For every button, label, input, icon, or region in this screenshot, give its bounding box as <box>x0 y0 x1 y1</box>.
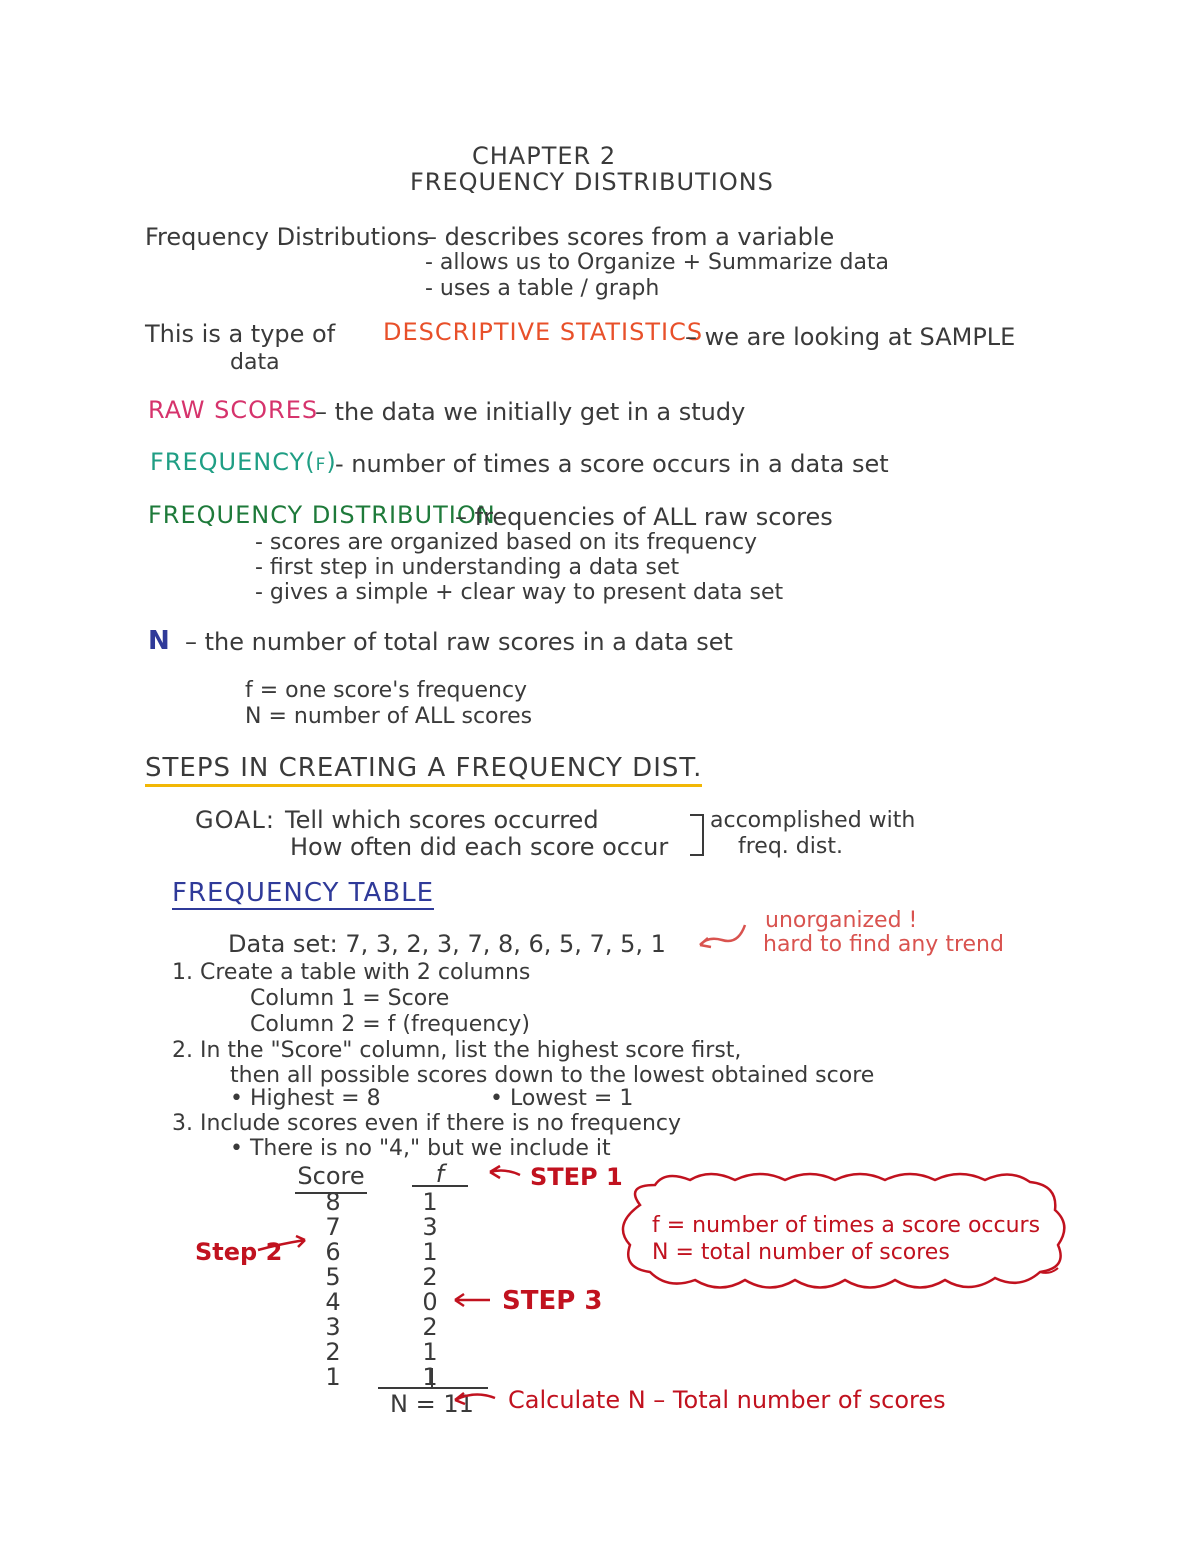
raw-scores-def: – the data we initially get in a study <box>315 398 746 426</box>
step-2-annotation: Step 2 <box>195 1238 283 1266</box>
goal-line-2: How often did each score occur <box>290 833 669 861</box>
unorganized-arrow <box>700 925 745 947</box>
descriptive-lead: This is a type of <box>145 320 336 348</box>
score-cell: 5 <box>325 1263 341 1291</box>
n-term: N <box>148 626 170 656</box>
calc-n-arrow <box>455 1393 495 1404</box>
chapter-label: CHAPTER 2 <box>472 142 617 170</box>
total-n: N = 11 <box>390 1390 474 1418</box>
freq-cell: 1 <box>422 1338 438 1366</box>
score-column-header: Score <box>295 1162 367 1194</box>
freq-cell: 1 <box>422 1188 438 1216</box>
cloud-line-1: f = number of times a score occurs <box>652 1213 1041 1238</box>
freq-cell: 0 <box>422 1288 438 1316</box>
frequency-def: - number of times a score occurs in a data set <box>335 450 889 478</box>
step-3-annotation: STEP 3 <box>502 1286 603 1316</box>
goal-bracket <box>690 815 703 855</box>
step-1-arrow <box>490 1166 520 1178</box>
cloud-line-2: N = total number of scores <box>652 1240 950 1265</box>
score-cell: 6 <box>325 1238 341 1266</box>
goal-note-2: freq. dist. <box>738 834 843 859</box>
data-set-line: Data set: 7, 3, 2, 3, 7, 8, 6, 5, 7, 5, 1 <box>228 930 666 958</box>
score-cell: 7 <box>325 1213 341 1241</box>
definition-bullet-1: – describes scores from a variable <box>425 223 835 251</box>
definition-bullet-2: - allows us to Organize + Summarize data <box>425 250 890 275</box>
step-1-col2: Column 2 = f (frequency) <box>250 1012 530 1037</box>
freq-table-heading: FREQUENCY TABLE <box>172 878 435 908</box>
definition-term: Frequency Distributions <box>145 223 430 251</box>
step-3-arrow <box>455 1294 490 1306</box>
freq-dist-term: FREQUENCY DISTRIBUTION <box>148 501 496 529</box>
goal-label: GOAL: <box>195 806 275 834</box>
freq-cell: 1 <box>422 1238 438 1266</box>
descriptive-wrap: data <box>230 350 280 375</box>
step-3: 3. Include scores even if there is no frequency <box>172 1111 682 1136</box>
freq-dist-def: – frequencies of ALL raw scores <box>455 503 833 531</box>
page-title: FREQUENCY DISTRIBUTIONS <box>410 168 774 196</box>
definition-bullet-3: - uses a table / graph <box>425 276 660 301</box>
definition-cloud <box>623 1174 1064 1288</box>
score-cell: 3 <box>325 1313 341 1341</box>
steps-heading: STEPS IN CREATING A FREQUENCY DIST. <box>145 755 702 787</box>
freq-cell: 1 <box>422 1363 438 1391</box>
descriptive-term: DESCRIPTIVE STATISTICS <box>383 318 704 346</box>
score-cell: 8 <box>325 1188 341 1216</box>
step-2-line-2: then all possible scores down to the lowest obtained score <box>230 1063 875 1088</box>
freq-cell: 3 <box>422 1213 438 1241</box>
descriptive-tail: – we are looking at SAMPLE <box>685 323 1016 351</box>
freq-cell: 2 <box>422 1313 438 1341</box>
step-2-lowest: • Lowest = 1 <box>490 1086 634 1111</box>
step-3-note: • There is no "4," but we include it <box>230 1136 611 1161</box>
freq-dist-bullet-3: - gives a simple + clear way to present data set <box>255 580 784 605</box>
goal-line-1: Tell which scores occurred <box>285 806 599 834</box>
data-set-note-2: hard to find any trend <box>763 932 1004 957</box>
freq-dist-bullet-1: - scores are organized based on its frequency <box>255 530 758 555</box>
step-1-annotation: STEP 1 <box>530 1163 623 1191</box>
score-cell: 4 <box>325 1288 341 1316</box>
goal-note-1: accomplished with <box>710 808 916 833</box>
step-1-col1: Column 1 = Score <box>250 986 450 1011</box>
raw-scores-term: RAW SCORES <box>148 396 319 424</box>
step-2-highest: • Highest = 8 <box>230 1086 381 1111</box>
freq-cell: 2 <box>422 1263 438 1291</box>
score-cell: 1 <box>325 1363 341 1391</box>
frequency-term: FREQUENCY(f) <box>150 448 337 476</box>
step-1: 1. Create a table with 2 columns <box>172 960 531 985</box>
calculate-n-annotation: Calculate N – Total number of scores <box>508 1386 946 1414</box>
f-column-header: f <box>435 1160 445 1188</box>
step-2: 2. In the "Score" column, list the highest score first, <box>172 1038 742 1063</box>
step-2-arrow <box>258 1236 305 1250</box>
freq-dist-bullet-2: - first step in understanding a data set <box>255 555 680 580</box>
f-line: f = one score's frequency <box>245 678 528 703</box>
score-cell: 2 <box>325 1338 341 1366</box>
n-line: N = number of ALL scores <box>245 704 533 729</box>
n-def: – the number of total raw scores in a data set <box>185 628 733 656</box>
data-set-note-1: unorganized ! <box>765 908 918 933</box>
